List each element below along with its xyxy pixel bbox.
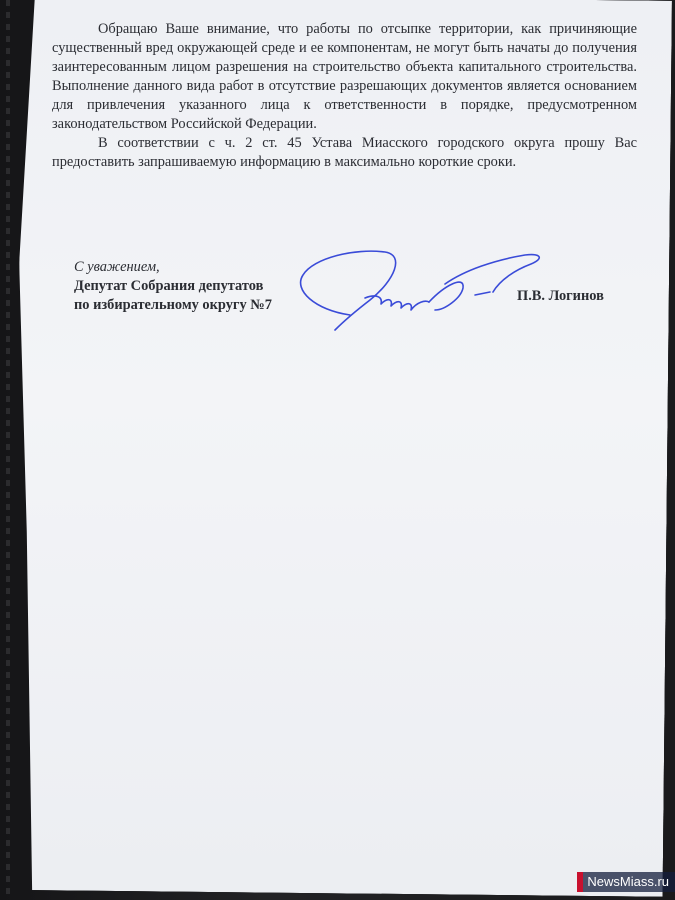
paragraph-2: В соответствии с ч. 2 ст. 45 Устава Миасского городского округа прошу Вас предоставить запрашиваемую информацию в максимально короткие сроки. bbox=[52, 135, 637, 170]
letter-body bbox=[52, 20, 637, 172]
position-line-2: по избирательному округу №7 bbox=[74, 297, 272, 313]
seat-stitching bbox=[6, 0, 10, 900]
signatory-name: П.В. Логинов bbox=[517, 288, 604, 304]
closing-block bbox=[74, 258, 272, 315]
position-line-1: Депутат Собрания депутатов bbox=[74, 278, 264, 294]
paragraph-1: Обращаю Ваше внимание, что работы по отсыпке территории, как причиняющие существенный вред окружающей среде и ее компонентам, не могут быть начаты до получения заинтересованным лицом разрешения на строительство объекта капитального строительства. Выполнение данного вида работ в отсутствие разрешающих документов является основанием для привлечения указанного лица к ответственности в порядке, предусмотренном законодательством Российской Федерации. bbox=[52, 21, 637, 132]
handwritten-signature bbox=[295, 240, 550, 340]
watermark-label: NewsMiass.ru bbox=[583, 872, 675, 892]
greeting: С уважением, bbox=[74, 259, 160, 275]
site-watermark bbox=[577, 872, 675, 892]
